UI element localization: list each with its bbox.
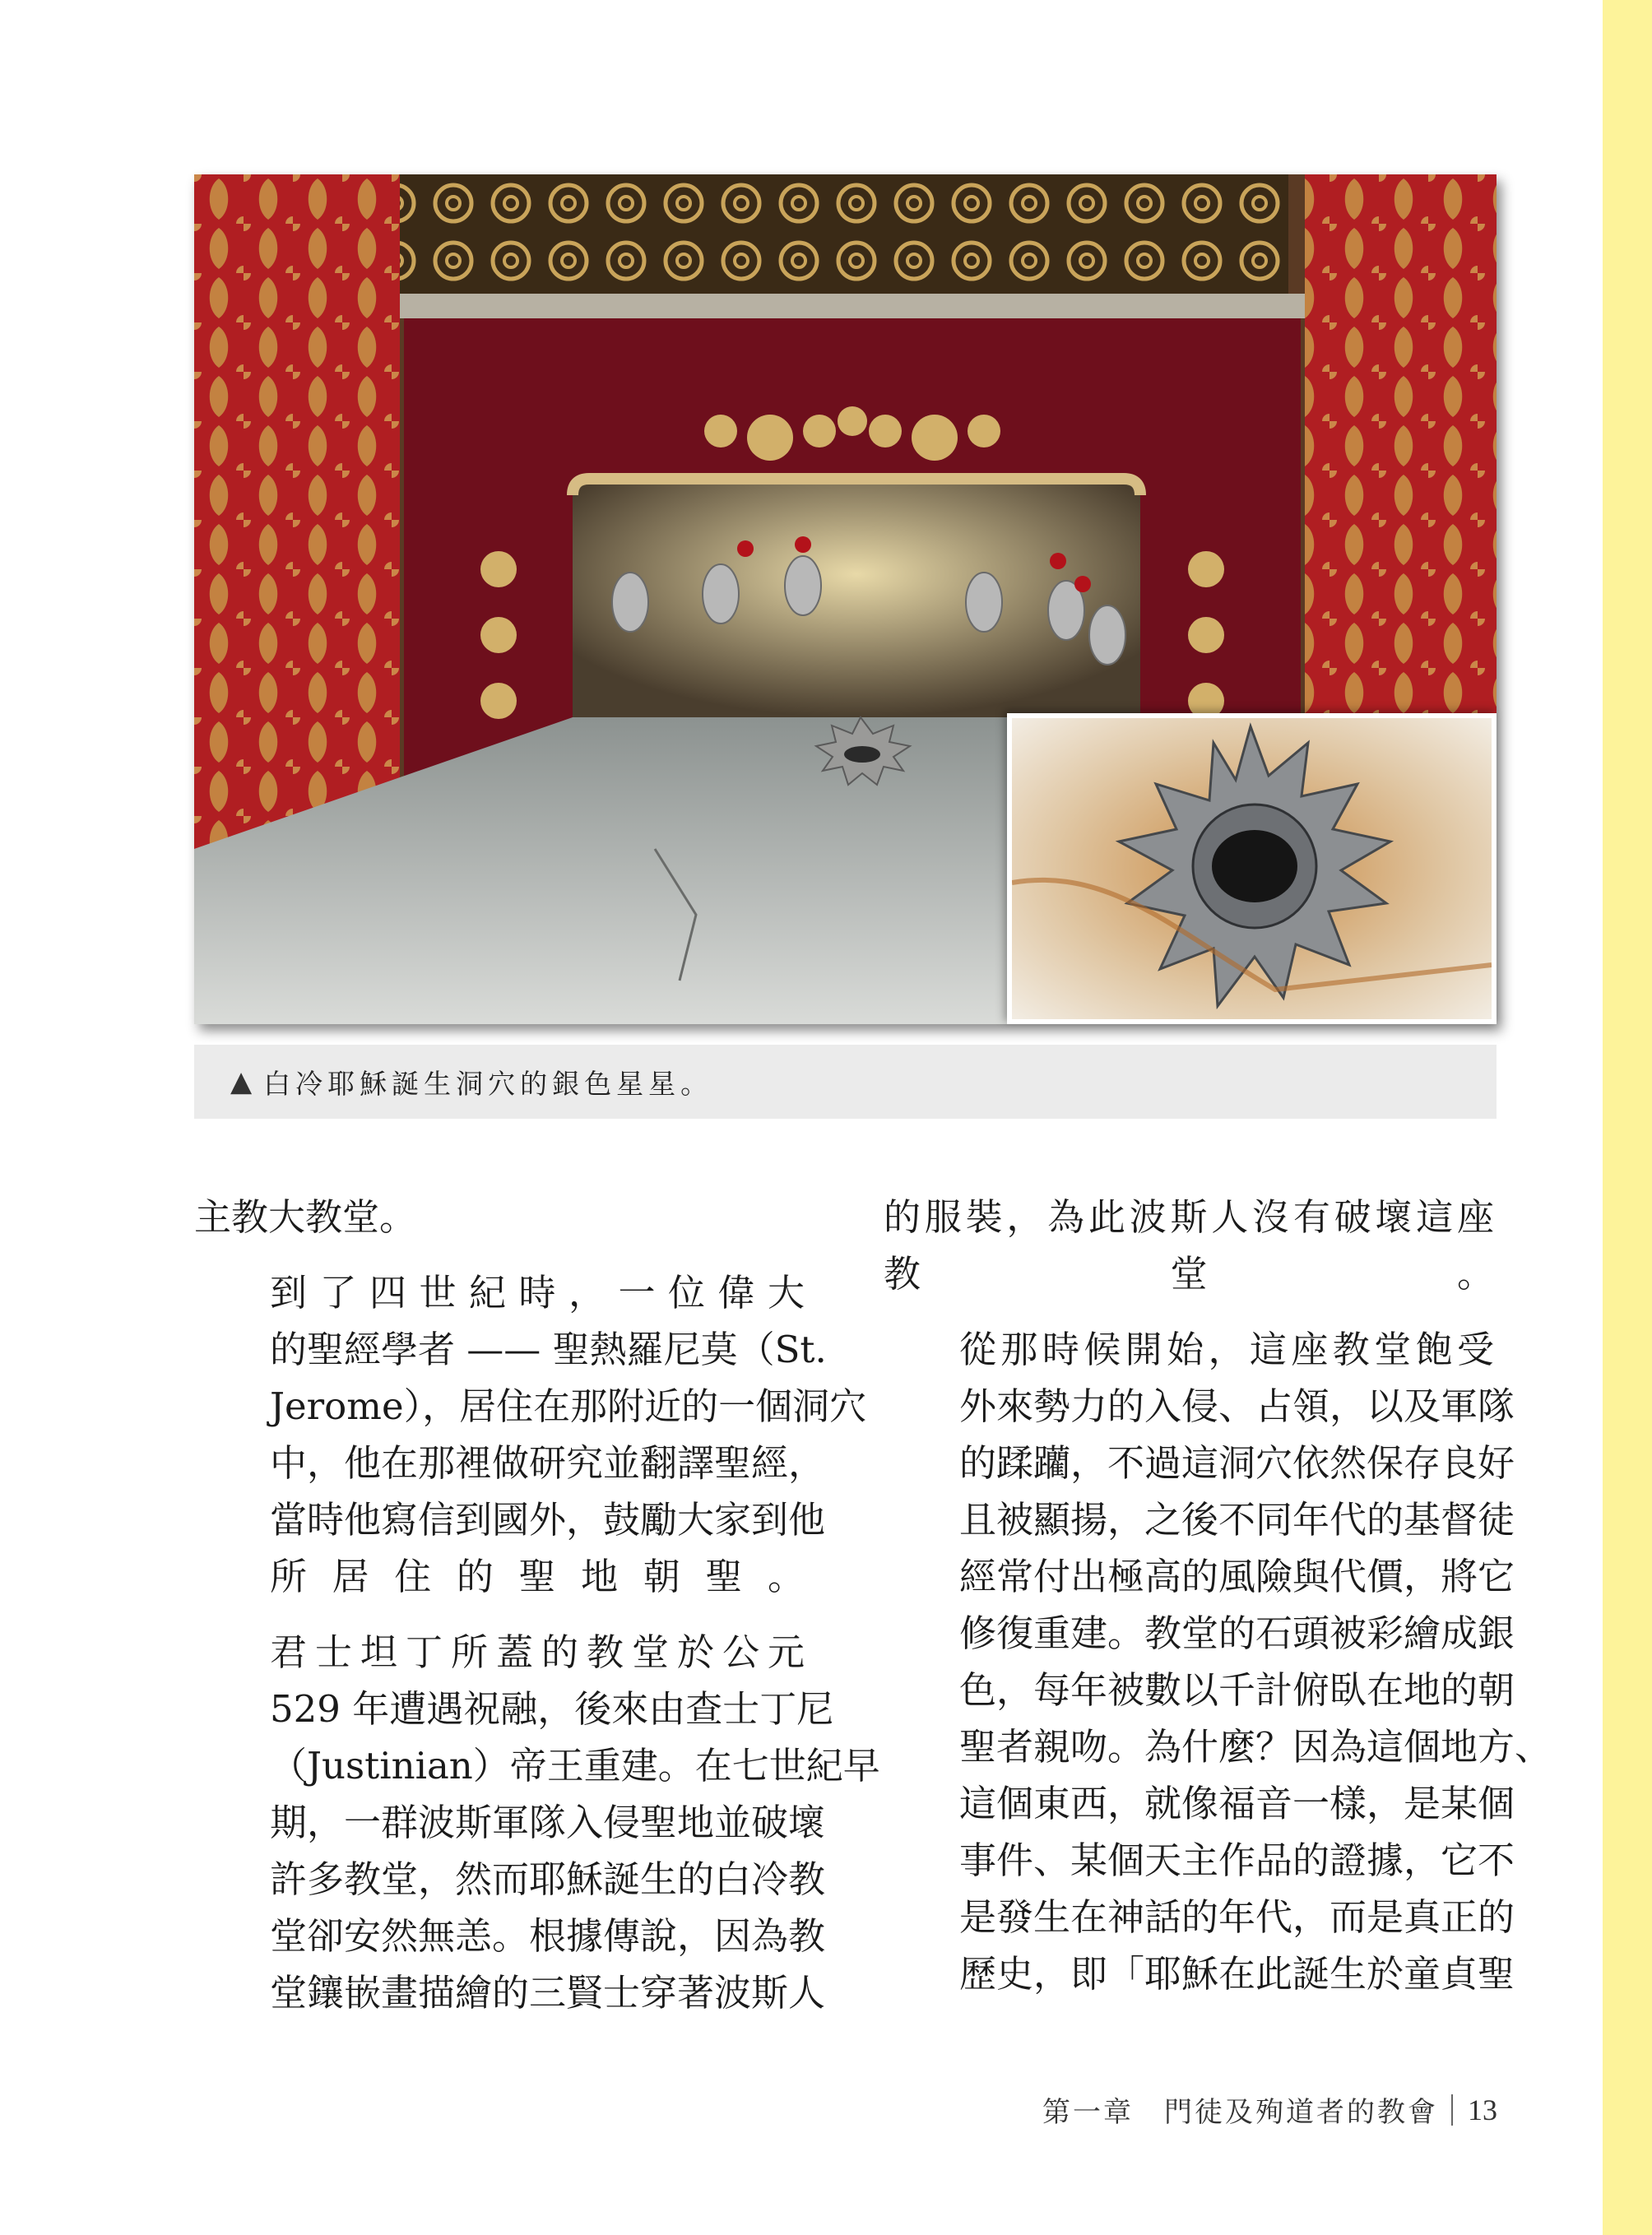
text-line: 的蹂躪，不過這洞穴依然保存良好 (959, 1441, 1515, 1485)
text-line: 是發生在神話的年代，而是真正的 (959, 1895, 1515, 1939)
text-line: 外來勢力的入侵、占領，以及軍隊 (959, 1384, 1515, 1428)
text-line: 堂鑲嵌畫描繪的三賢士穿著波斯人 (270, 1971, 826, 2015)
page-number: 13 (1468, 2093, 1497, 2126)
text-line: 的聖經學者 —— 聖熱羅尼莫（St. (270, 1328, 827, 1371)
text-line: 教堂。 (884, 1252, 1494, 1296)
silver-star-inset-photo (1007, 713, 1497, 1024)
page-footer (1042, 2089, 1497, 2130)
text-line: 事件、某個天主作品的證據，它不 (959, 1839, 1515, 1882)
triangle-marker-icon: ▲ (230, 1065, 253, 1098)
text-line: Jerome），居住在那附近的一個洞穴 (270, 1384, 867, 1428)
text-line: 期，一群波斯軍隊入侵聖地並破壞 (270, 1801, 826, 1844)
text-line: 當時他寫信到國外，鼓勵大家到他 (270, 1498, 826, 1542)
paragraph (194, 1624, 880, 2021)
side-color-strip (1603, 0, 1652, 2235)
photo-caption (194, 1045, 1497, 1119)
text-line: 經常付出極高的風險與代價，將它 (959, 1555, 1515, 1598)
text-line: 君士坦丁所蓋的教堂於公元 (270, 1630, 805, 1674)
text-line: （Justinian）帝王重建。在七世紀早 (270, 1744, 880, 1788)
text-line: 聖者親吻。為什麼？因為這個地方、 (959, 1725, 1552, 1769)
text-line: 所居住的聖地朝聖。 (270, 1555, 805, 1598)
left-text-column (194, 1189, 880, 2040)
paragraph (884, 1189, 1494, 1302)
right-text-column (884, 1189, 1552, 2021)
chapter-title: 第一章 門徒及殉道者的教會 (1042, 2096, 1438, 2129)
text-line: 這個東西，就像福音一樣，是某個 (959, 1782, 1515, 1825)
text-line: 堂卻安然無恙。根據傳說，因為教 (270, 1914, 826, 1958)
paragraph (884, 1321, 1552, 2002)
text-line: 色，每年被數以千計俯臥在地的朝 (959, 1668, 1515, 1712)
caption-text: 白冷耶穌誕生洞穴的銀色星星。 (263, 1067, 713, 1100)
paragraph (194, 1264, 867, 1605)
text-line: 主教大教堂。 (194, 1195, 417, 1239)
text-line: 許多教堂，然而耶穌誕生的白冷教 (270, 1857, 826, 1901)
text-line: 529 年遭遇祝融，後來由查士丁尼 (270, 1687, 834, 1731)
footer-divider (1451, 2094, 1453, 2126)
text-line: 的服裝，為此波斯人沒有破壞這座 (884, 1195, 1494, 1239)
text-line: 到了四世紀時，一位偉大 (270, 1271, 805, 1315)
text-line: 中，他在那裡做研究並翻譯聖經， (270, 1441, 826, 1485)
text-line: 且被顯揚，之後不同年代的基督徒 (959, 1498, 1515, 1542)
text-line: 從那時候開始，這座教堂飽受 (959, 1328, 1494, 1371)
paragraph (194, 1189, 805, 1245)
text-line: 歷史，即「耶穌在此誕生於童貞聖 (959, 1952, 1515, 1996)
text-line: 修復重建。教堂的石頭被彩繪成銀 (959, 1611, 1515, 1655)
